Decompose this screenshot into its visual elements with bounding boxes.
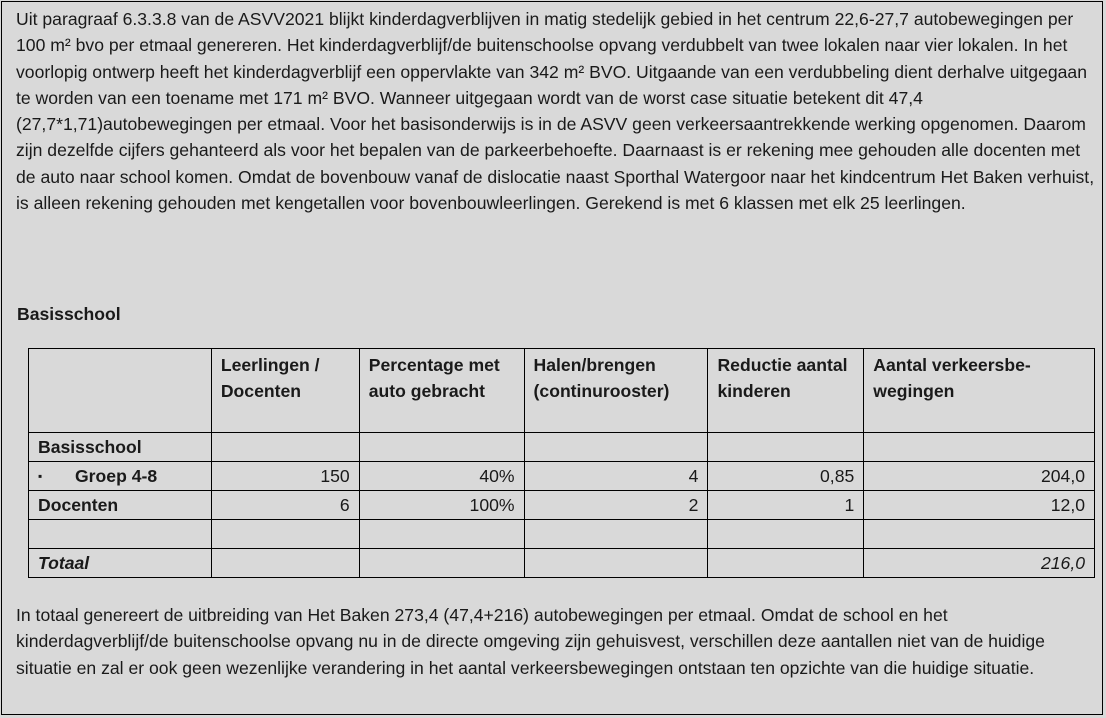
empty-cell bbox=[359, 433, 524, 462]
header-cell: Leerlingen / Docenten bbox=[211, 349, 359, 433]
empty-cell bbox=[211, 433, 359, 462]
intro-paragraph: Uit paragraaf 6.3.3.8 van de ASVV2021 blijkt kinderdagverblijven in matig stedelijk gebied in het centrum 22,6-27,7 autobewegingen per 100 m² bvo per etmaal genereren. Het kinderdagverblijf/de buitenschoolse opvang verdubbelt van twee lokalen naar vier lokalen. In het voorlopig ontwerp heeft het kinderdagverblijf een oppervlakte van 342 m² BVO. Uitgaande van een verdubbeling dient derhalve uitgegaan te worden van een toename met 171 m² BVO. Wanneer uitgegaan wordt van de worst case situatie betekent dit 47,4 (27,7*1,71)autobewegingen per etmaal. Voor het basisonderwijs is in de ASVV geen verkeersaantrekkende werking opgenomen. Daarom zijn dezelfde cijfers gehanteerd als voor het bepalen van de parkeerbehoefte. Daarnaast is er rekening mee gehouden alle docenten met de auto naar school komen. Omdat de bovenbouw vanaf de dislocatie naast Sporthal Watergoor naar het kindcentrum Het Baken verhuist, is alleen rekening gehouden met kengetallen voor bovenbouwleerlingen. Gerekend is met 6 klassen met elk 25 leerlingen. bbox=[16, 9, 1095, 214]
empty-cell bbox=[524, 433, 708, 462]
total-row bbox=[29, 549, 1095, 578]
row-label: Docenten bbox=[29, 491, 212, 520]
section-heading: Basisschool bbox=[17, 304, 121, 324]
table-cell: 40% bbox=[359, 462, 524, 491]
table-row bbox=[29, 520, 1095, 549]
bullet-icon: ▪ bbox=[38, 469, 43, 483]
table-cell: 100% bbox=[359, 491, 524, 520]
empty-cell bbox=[524, 520, 708, 549]
empty-cell bbox=[864, 433, 1095, 462]
header-cell: Percentage met auto gebracht bbox=[359, 349, 524, 433]
table-row bbox=[29, 433, 1095, 462]
row-label-text: Groep 4-8 bbox=[75, 466, 158, 486]
table-cell: 0,85 bbox=[708, 462, 864, 491]
total-value: 216,0 bbox=[864, 549, 1095, 578]
empty-cell bbox=[211, 520, 359, 549]
header-cell: Halen/brengen (continurooster) bbox=[524, 349, 708, 433]
group-label: Basisschool bbox=[29, 433, 212, 462]
table-cell: 2 bbox=[524, 491, 708, 520]
document-frame bbox=[1, 1, 1103, 715]
closing-paragraph: In totaal genereert de uitbreiding van Het Baken 273,4 (47,4+216) autobewegingen per etmaal. Omdat de school en het kinderdagverblijf/de buitenschoolse opvang nu in de directe omgeving zijn gehuisvest, verschillen deze aantallen niet van de huidige situatie en zal er ook geen wezenlijke verandering in het aantal verkeersbewegingen ontstaan ten opzichte van die huidige situatie. bbox=[16, 605, 1045, 678]
header-cell: Reductie aantal kinderen bbox=[708, 349, 864, 433]
header-cell: Aantal verkeersbewegingen bbox=[864, 349, 1095, 433]
table-cell: 1 bbox=[708, 491, 864, 520]
table-row bbox=[29, 462, 1095, 491]
table-row bbox=[29, 491, 1095, 520]
empty-cell bbox=[524, 549, 708, 578]
table-header-row bbox=[29, 349, 1095, 433]
table-cell: 150 bbox=[211, 462, 359, 491]
empty-cell bbox=[864, 520, 1095, 549]
empty-cell bbox=[708, 549, 864, 578]
total-label: Totaal bbox=[29, 549, 212, 578]
traffic-table bbox=[28, 348, 1095, 578]
header-cell bbox=[29, 349, 212, 433]
table-cell: 204,0 bbox=[864, 462, 1095, 491]
empty-cell bbox=[708, 520, 864, 549]
table-cell: 4 bbox=[524, 462, 708, 491]
empty-cell bbox=[359, 549, 524, 578]
table-cell: 6 bbox=[211, 491, 359, 520]
empty-cell bbox=[708, 433, 864, 462]
empty-cell bbox=[211, 549, 359, 578]
empty-cell bbox=[29, 520, 212, 549]
empty-cell bbox=[359, 520, 524, 549]
table-cell: 12,0 bbox=[864, 491, 1095, 520]
row-label bbox=[29, 462, 212, 491]
